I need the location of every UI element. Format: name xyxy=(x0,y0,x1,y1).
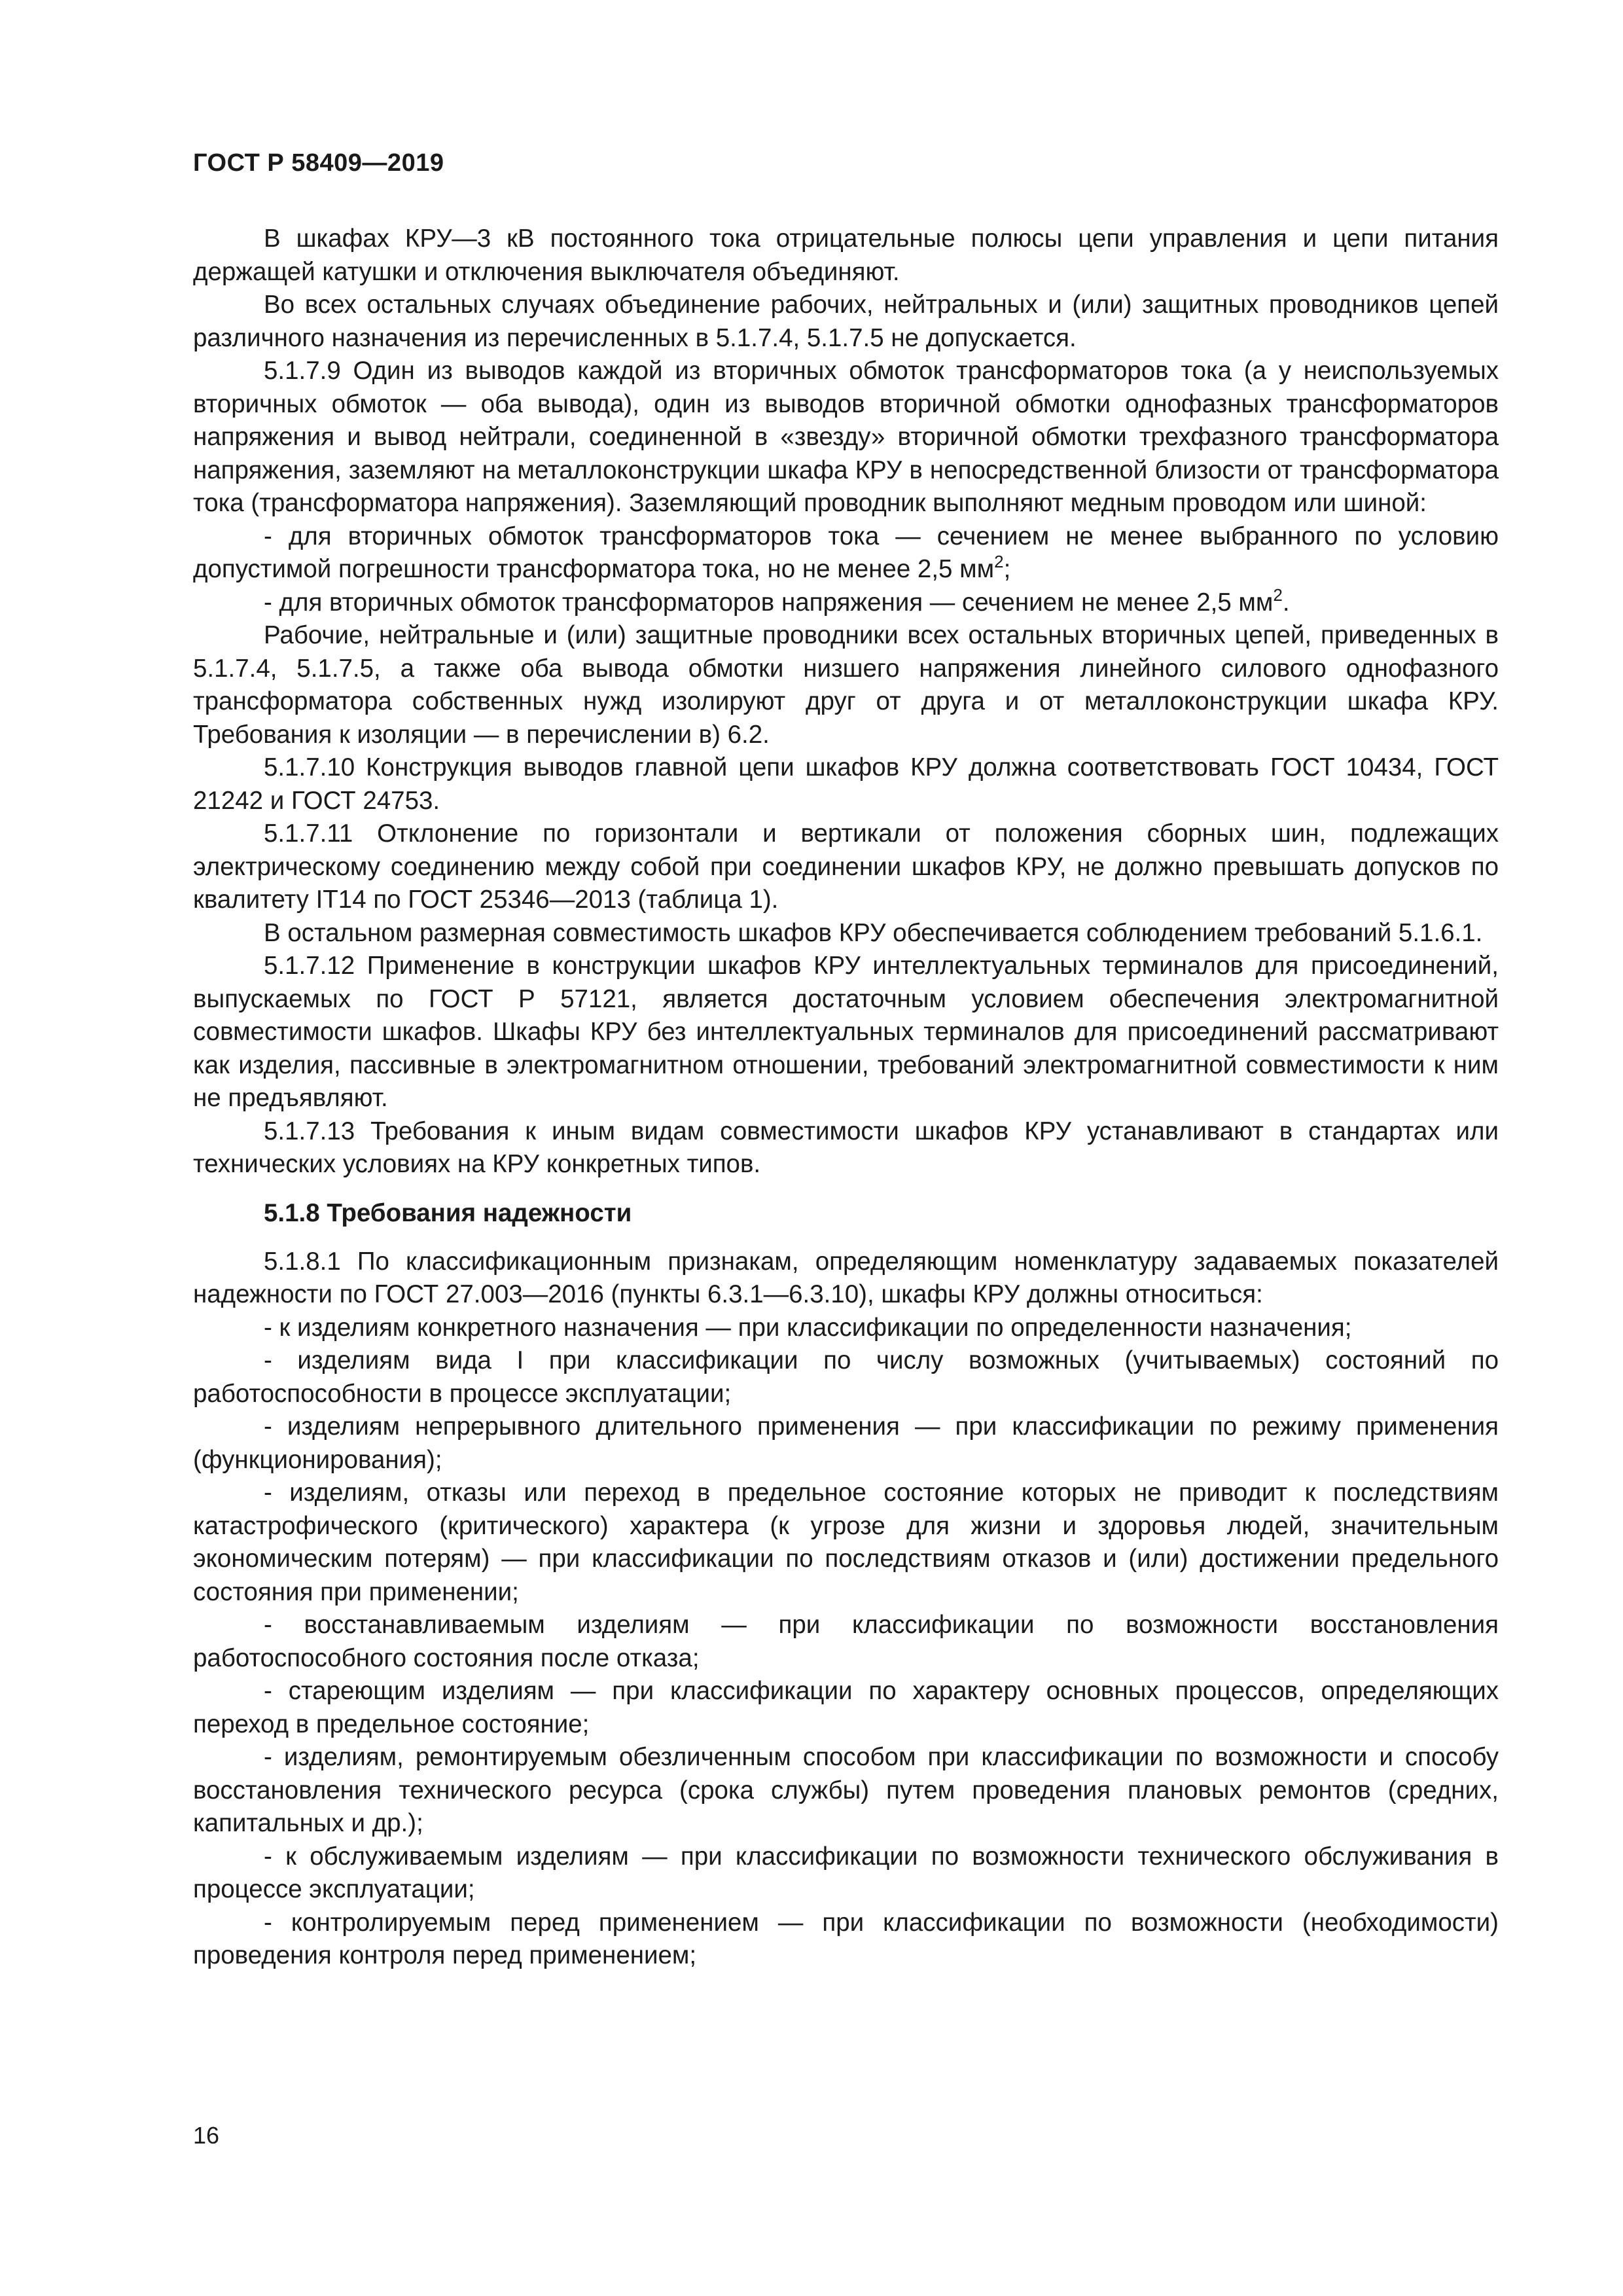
list-item-current-transformers: - для вторичных обмоток трансформаторов тока — сечением не менее выбранного по условию допустимой погрешности трансформатора тока, но не менее 2,5 $мм^2$; xyxy=(193,522,1499,583)
paragraph-5-1-7-9: 5.1.7.9 Один из выводов каждой из вторичных обмоток трансформаторов тока (а у неиспользуемых вторичных обмоток — оба вывода), один из выводов вторичной обмотки однофазных трансформаторов напряжения и вывод нейтрали, соединенной в «звезду» вторичной обмотки трехфазного трансформатора напряжения, заземляют на металлоконструкции шкафа КРУ в непосредственной близости от трансформатора тока (трансформатора напряжения). Заземляющий проводник выполняют медным проводом или шиной: xyxy=(193,357,1499,517)
paragraph: В остальном размерная совместимость шкафов КРУ обеспечивается соблюдением требований 5.1.6.1. xyxy=(264,918,1483,947)
list-item: - изделиям непрерывного длительного применения — при классификации по режиму применения (функционирования); xyxy=(193,1412,1499,1474)
paragraph-5-1-8-1: 5.1.8.1 По классификационным признакам, определяющим номенклатуру задаваемых показателей надежности по ГОСТ 27.003—2016 (пункты 6.3.1—6.3.10), шкафы КРУ должны относиться: xyxy=(193,1247,1499,1308)
paragraph: Во всех остальных случаях объединение рабочих, нейтральных и (или) защитных проводников цепей различного назначения из перечисленных в 5.1.7.4, 5.1.7.5 не допускается. xyxy=(193,291,1499,352)
section-heading: 5.1.8 Требования надежности xyxy=(264,1198,632,1227)
list-item: - восстанавливаемым изделиям — при классификации по возможности восстановления работоспособного состояния после отказа; xyxy=(193,1611,1499,1672)
page-number: 16 xyxy=(193,2122,220,2149)
paragraph: Рабочие, нейтральные и (или) защитные проводники всех остальных вторичных цепей, приведенных в 5.1.7.4, 5.1.7.5, а также оба вывода обмотки низшего напряжения линейного силового однофазного трансформатора собственных нужд изолируют друг от друга и от металлоконструкции шкафа КРУ. Требования к изоляции — в перечислении в) 6.2. xyxy=(193,621,1499,749)
paragraph-5-1-7-12: 5.1.7.12 Применение в конструкции шкафов КРУ интеллектуальных терминалов для присоединений, выпускаемых по ГОСТ Р 57121, является достаточным условием обеспечения электромагнитной совместимости шкафов. Шкафы КРУ без интеллектуальных терминалов для присоединений рассматривают как изделия, пассивные в электромагнитном отношении, требований электромагнитной совместимости к ним не предъявляют. xyxy=(193,952,1499,1112)
list-item: - к изделиям конкретного назначения — при классификации по определенности назначения; xyxy=(264,1313,1352,1342)
superscript: 2 xyxy=(994,552,1004,571)
document-header: ГОСТ Р 58409—2019 xyxy=(193,149,444,177)
paragraph-5-1-7-10: 5.1.7.10 Конструкция выводов главной цепи шкафов КРУ должна соответствовать ГОСТ 10434, ГОСТ 21242 и ГОСТ 24753. xyxy=(193,753,1499,815)
superscript: 2 xyxy=(1273,584,1283,605)
document-body xyxy=(193,223,1499,1973)
paragraph: В шкафах КРУ—3 кВ постоянного тока отрицательные полюсы цепи управления и цепи питания держащей катушки и отключения выключателя объединяют. xyxy=(193,224,1499,286)
list-item-voltage-transformers: - для вторичных обмоток трансформаторов напряжения — сечением не менее 2,5 $мм^2$. xyxy=(264,584,1290,617)
list-item: - стареющим изделиям — при классификации по характеру основных процессов, определяющих переход в предельное состояние; xyxy=(193,1677,1499,1738)
list-item: - изделиям, ремонтируемым обезличенным способом при классификации по возможности и способу восстановления технического ресурса (срока службы) путем проведения плановых ремонтов (средних, капитальных и др.); xyxy=(193,1743,1499,1837)
list-item: - изделиям, отказы или переход в предельное состояние которых не приводит к последствиям катастрофического (критического) характера (к угрозе для жизни и здоровья людей, значительным экономическим потерям) — при классификации по последствиям отказов и (или) достижении предельного состояния при применении; xyxy=(193,1479,1499,1606)
paragraph-5-1-7-11: 5.1.7.11 Отклонение по горизонтали и вертикали от положения сборных шин, подлежащих электрическому соединению между собой при соединении шкафов КРУ, не должно превышать допусков по квалитету IT14 по ГОСТ 25346—2013 (таблица 1). xyxy=(193,819,1499,914)
paragraph-5-1-7-13: 5.1.7.13 Требования к иным видам совместимости шкафов КРУ устанавливают в стандартах или технических условиях на КРУ конкретных типов. xyxy=(193,1117,1499,1178)
list-item: - изделиям вида I при классификации по числу возможных (учитываемых) состояний по работоспособности в процессе эксплуатации; xyxy=(193,1346,1499,1408)
list-item: - к обслуживаемым изделиям — при классификации по возможности технического обслуживания в процессе эксплуатации; xyxy=(193,1842,1499,1903)
list-item: - контролируемым перед применением — при классификации по возможности (необходимости) проведения контроля перед применением; xyxy=(193,1908,1499,1969)
